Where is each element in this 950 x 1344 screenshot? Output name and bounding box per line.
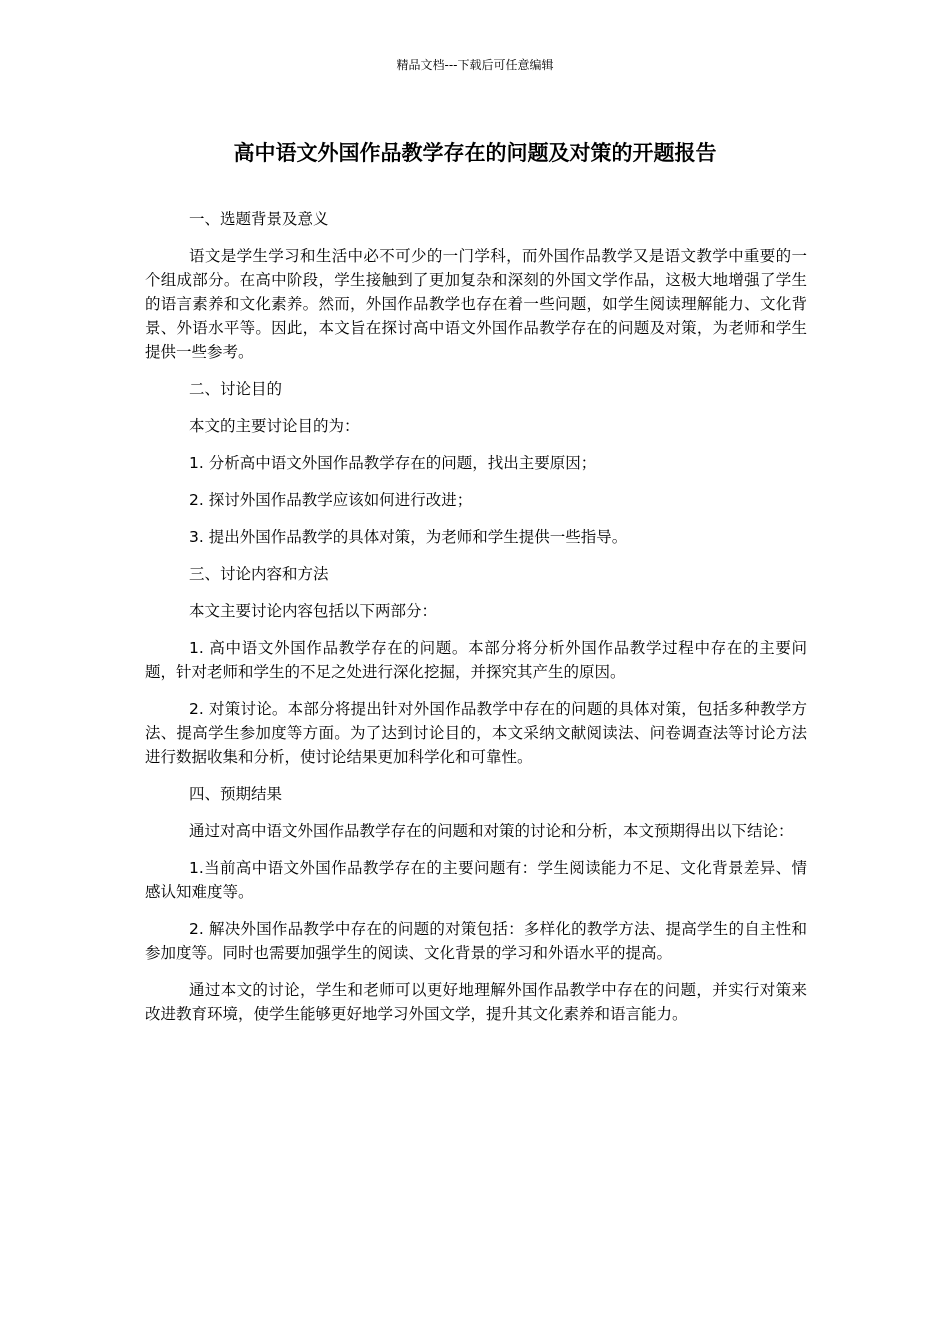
section-heading-purpose: 二、讨论目的 — [189, 380, 283, 398]
list-item-result-2: 2. 解决外国作品教学中存在的问题的对策包括：多样化的教学方法、提高学生的自主性和参加度等。同时也需要加强学生的阅读、文化背景的学习和外语水平的提高。 — [145, 920, 807, 962]
section-heading-expected-results: 四、预期结果 — [189, 785, 283, 803]
section-heading-content-method: 三、讨论内容和方法 — [189, 565, 329, 583]
paragraph-content-intro: 本文主要讨论内容包括以下两部分： — [189, 602, 438, 620]
header-note: 精品文档---下载后可任意编辑 — [396, 58, 554, 72]
list-item-result-1: 1.当前高中语文外国作品教学存在的主要问题有：学生阅读能力不足、文化背景差异、情感认知难度等。 — [145, 859, 807, 901]
list-item-purpose-3: 3. 提出外国作品教学的具体对策，为老师和学生提供一些指导。 — [189, 528, 628, 546]
list-item-purpose-2: 2. 探讨外国作品教学应该如何进行改进； — [189, 491, 473, 509]
paragraph-conclusion: 通过本文的讨论，学生和老师可以更好地理解外国作品教学中存在的问题，并实行对策来改进教育环境，使学生能够更好地学习外国文学，提升其文化素养和语言能力。 — [145, 981, 807, 1023]
list-item-content-1: 1. 高中语文外国作品教学存在的问题。本部分将分析外国作品教学过程中存在的主要问题，针对老师和学生的不足之处进行深化挖掘，并探究其产生的原因。 — [145, 639, 807, 681]
list-item-purpose-1: 1. 分析高中语文外国作品教学存在的问题，找出主要原因； — [189, 454, 597, 472]
section-heading-background: 一、选题背景及意义 — [189, 210, 329, 228]
paragraph-purpose-intro: 本文的主要讨论目的为： — [189, 417, 360, 435]
document-body — [145, 207, 807, 1039]
paragraph-background: 语文是学生学习和生活中必不可少的一门学科，而外国作品教学又是语文教学中重要的一个组成部分。在高中阶段，学生接触到了更加复杂和深刻的外国文学作品，这极大地增强了学生的语言素养和文化素养。然而，外国作品教学也存在着一些问题，如学生阅读理解能力、文化背景、外语水平等。因此，本文旨在探讨高中语文外国作品教学存在的问题及对策，为老师和学生提供一些参考。 — [145, 247, 807, 361]
document-title: 高中语文外国作品教学存在的问题及对策的开题报告 — [233, 141, 717, 165]
list-item-content-2: 2. 对策讨论。本部分将提出针对外国作品教学中存在的问题的具体对策，包括多种教学方法、提高学生参加度等方面。为了达到讨论目的，本文采纳文献阅读法、问卷调查法等讨论方法进行数据收集和分析，使讨论结果更加科学化和可靠性。 — [145, 700, 807, 766]
paragraph-results-intro: 通过对高中语文外国作品教学存在的问题和对策的讨论和分析，本文预期得出以下结论： — [189, 822, 794, 840]
